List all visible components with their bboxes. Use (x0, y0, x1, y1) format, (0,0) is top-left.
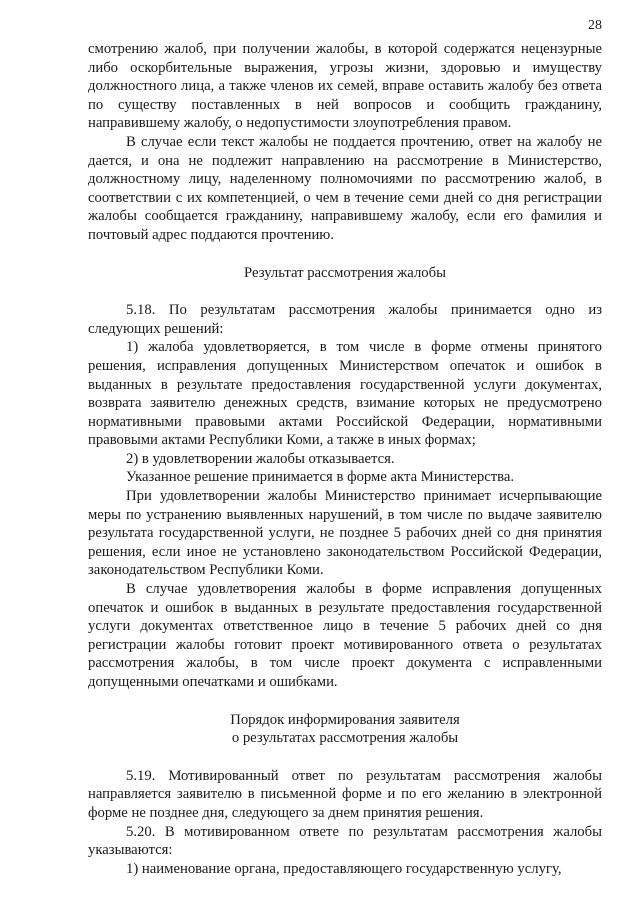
paragraph-5-18: 5.18. По результатам рассмотрения жалобы принимается одно из следующих решений: (88, 302, 602, 337)
paragraph-unreadable-complaint: В случае если текст жалобы не поддается прочтению, ответ на жалобу не дается, и она не подлежит направлению на рассмотрение в Министерство, должностному лицу, наделенному полномочиями по рассмотрению жалоб, в соответствии с их компетенцией, о чем в течение семи дней со дня регистрации жалобы сообщается гражданину, направившему жалобу, если его фамилия и почтовый адрес поддаются прочтению. (88, 133, 602, 243)
section-heading-result: Результат рассмотрения жалобы (244, 264, 446, 281)
paragraph-continuation: смотрению жалоб, при получении жалобы, в которой содержатся нецензурные либо оскорбительные выражения, угрозы жизни, здоровью и имуществу должностного лица, а также членов их семей, вправе оставить жалобу без ответа по существу поставленных в ней вопросов и сообщить гражданину, направившему жалобу, о недопустимости злоупотребления правом. (88, 41, 602, 132)
list-item-2-refused: 2) в удовлетворении жалобы отказывается. (126, 450, 395, 467)
paragraph-measures: При удовлетворении жалобы Министерство принимает исчерпывающие меры по устранению выявленных нарушений, в том числе по выдаче заявителю результата государственной услуги, не позднее 5 рабочих дней со дня принятия решения, если иное не установлено законодательством Российской Федерации, законодательством Республики Коми. (88, 488, 602, 579)
paragraph-5-19: 5.19. Мотивированный ответ по результатам рассмотрения жалобы направляется заявителю в письменной форме и по его желанию в электронной форме не позднее дня, следующего за днем принятия решения. (88, 767, 602, 821)
paragraph-corrections: В случае удовлетворения жалобы в форме исправления допущенных опечаток и ошибок в выданных в результате предоставления государственной услуги документах ответственное лицо в течение 5 рабочих дней со дня регистрации жалобы готовит проект мотивированного ответа о результатах рассмотрения жалобы, в том числе проект документа с исправленными допущенными опечатками и ошибками. (88, 581, 602, 690)
paragraph-decision-form: Указанное решение принимается в форме акта Министерства. (126, 469, 515, 486)
document-body (88, 40, 602, 878)
paragraph-5-20: 5.20. В мотивированном ответе по результатам рассмотрения жалобы указываются: (88, 823, 602, 859)
list-item-1-satisfied: 1) жалоба удовлетворяется, в том числе в форме отмены принятого решения, исправления допущенных Министерством опечаток и ошибок в выданных в результате предоставления государственной услуги документах, возврата заявителю денежных средств, взимание которых не предусмотрено нормативными правовыми актами Российской Федерации, нормативными правовыми актами Республики Коми, а также в иных формах; (88, 339, 602, 449)
section-heading-info-line1: Порядок информирования заявителя (230, 711, 460, 728)
list-item-1-authority-name: 1) наименование органа, предоставляющего государственную услугу, (126, 860, 562, 877)
section-heading-info-line2: о результатах рассмотрения жалобы (231, 730, 459, 747)
page-number: 28 (588, 18, 602, 33)
